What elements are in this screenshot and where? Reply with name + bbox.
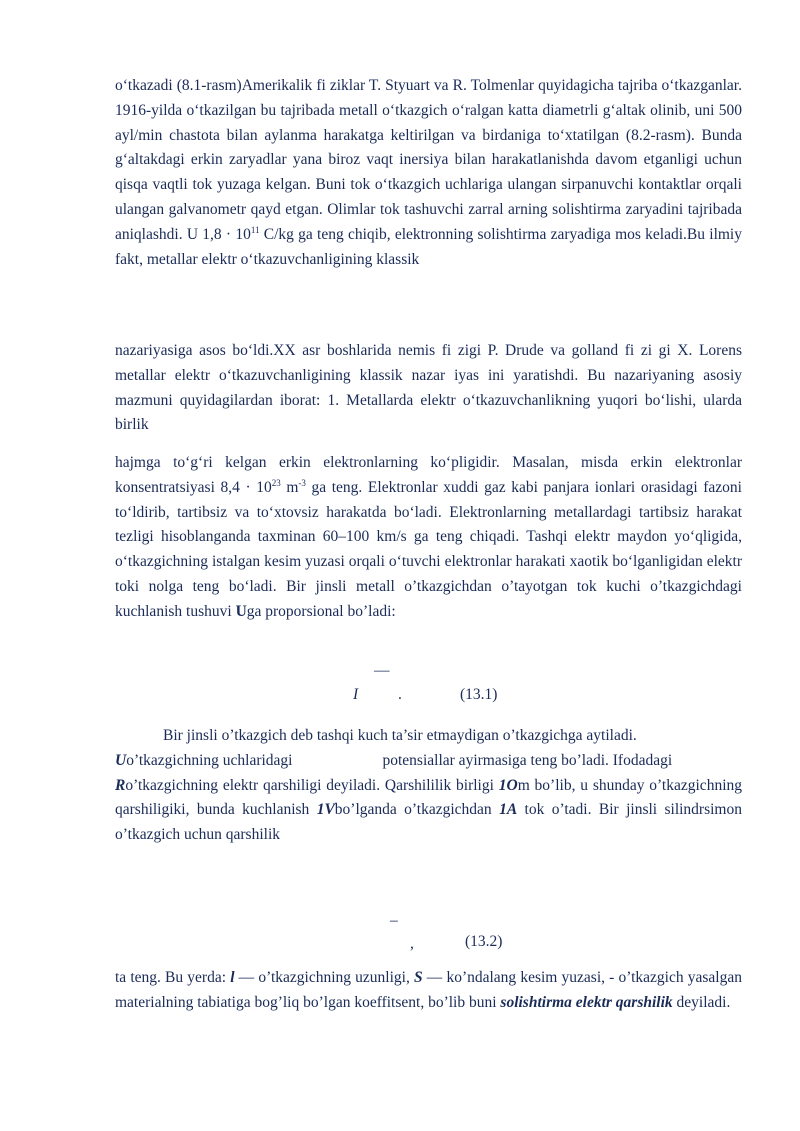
symbol-volt: 1V	[316, 801, 335, 819]
paragraph4-t2: potensiallar ayirmasiga teng bo’ladi. Ifodadagi	[382, 751, 673, 769]
paragraph5-t1: ta teng. Bu yerda:	[115, 969, 231, 986]
symbol-area: S	[414, 969, 423, 986]
symbol-ohm: 1O	[498, 776, 518, 794]
symbol-ampere: 1A	[499, 801, 518, 819]
paragraph3-text-a: hajmga to‘g‘ri kelgan erkin elektronlarning ko‘pligidir. Masalan, misda erkin elektronlar konsentratsiyasi 8,4 · 10	[115, 454, 742, 496]
symbol-u-italic: U	[115, 751, 127, 769]
symbol-u: U	[235, 602, 247, 620]
paragraph4-t6: tok o’tadi. Bir jinsli silindrsimon o’tkazgich uchun qarshilik	[115, 801, 742, 844]
paragraph-free-electrons	[115, 451, 742, 625]
formula2-number: (13.2)	[465, 933, 503, 950]
paragraph-resistivity	[115, 966, 742, 1016]
paragraph4-line1: Bir jinsli o’tkazgich deb tashqi kuch ta’sir etmaydigan o’tkazgichga aytiladi.	[163, 727, 637, 744]
term-resistivity: solishtirma elektr qarshilik	[500, 993, 673, 1011]
formula2-fraction-bar: –	[390, 912, 398, 929]
formula-fraction-bar: —	[374, 662, 390, 679]
paragraph4-t4: m bo’lib, u shunday o’tkazgichning qarshiligiki, bunda kuchlanish	[115, 776, 742, 819]
paragraph-drude-lorentz	[115, 339, 742, 438]
symbol-length: l	[230, 969, 235, 986]
paragraph3-text-d: ga proporsional bo’ladi:	[246, 602, 396, 620]
paragraph-resistance	[115, 724, 742, 848]
paragraph5-t3: — ko’ndalang kesim yuzasi, - o’tkazgich yasalgan materialning tabiatiga bog’liq bo’lgan koeffitsent, bo’lib buni	[115, 969, 742, 1011]
paragraph4-t1: o’tkazgichning uchlaridagi	[126, 751, 293, 769]
paragraph2-text: nazariyasiga asos bo‘ldi.XX asr boshlarida nemis fi zigi P. Drude va golland fi zi gi X. Lorens metallar elektr o‘tkazuvchanligining klassik nazar iyas ini yaratishdi. Bu nazariyaning asosiy mazmuni quyidagilardan iborat: 1. Metallarda elektr o‘tkazuvchanlikning yuqori bo‘lishi, ularda birlik	[115, 342, 742, 434]
paragraph3-text-c: ga teng. Elektronlar xuddi gaz kabi panjara ionlari orasidagi fazoni to‘ldirib, tartibsiz va to‘xtovsiz harakatda bo‘ladi. Elektronlarning metallardagi tartibsiz harakat tezligi hisoblanganda taxminan 60–100 km/s ga teng chiqadi. Tashqi elektr maydon yo‘qligida, o‘tkazgichning istalgan kesim yuzasi orqali o‘tuvchi elektronlar harakati xaotik bo‘lganligidan elektr toki nolga teng bo‘ladi. Bir jinsli metall o’tkazgichdan o’tayotgan tok kuchi o’tkazgichdagi kuchlanish tushuvi	[115, 478, 742, 620]
paragraph5-t2: — o’tkazgichning uzunligi,	[234, 969, 415, 986]
exponent-minus-3: -3	[298, 477, 306, 488]
formula-dot: .	[398, 686, 402, 703]
formula2-comma: ,	[410, 935, 414, 952]
exponent-11: 11	[250, 224, 260, 235]
paragraph4-t3: o’tkazgichning elektr qarshiligi deyiladi. Qarshililik birligi	[125, 776, 499, 794]
paragraph3-text-b: m	[280, 478, 299, 496]
formula-current-symbol: I	[353, 686, 359, 703]
paragraph5-t4: deyiladi.	[672, 993, 731, 1011]
exponent-23: 23	[271, 477, 281, 488]
paragraph-tolman-experiment	[115, 74, 742, 272]
paragraph4-t5: bo’lganda o’tkazgichdan	[334, 801, 500, 819]
formula-number: (13.1)	[460, 686, 498, 703]
symbol-r: R	[115, 776, 126, 794]
paragraph1-text-a: o‘tkazadi (8.1-rasm)Amerikalik fi ziklar T. Styuart va R. Tolmenlar quyidagicha tajriba o‘tkazganlar. 1916-yilda o‘tkazilgan bu tajribada metall o‘tkazgich o‘ralgan katta diametrli g‘altak olinib, uni 500 ayl/min chastota bilan aylanma harakatga keltirilgan va birdaniga to‘xtatilgan (8.2-rasm). Bunda g‘altakdagi erkin zaryadlar yana biroz vaqt inersiya bilan harakatlanishda davom etganligi uchun qisqa vaqtli tok yuzaga kelgan. Buni tok o‘tkazgich uchlariga ulangan sirpanuvchi kontaktlar orqali ulangan galvanometr qayd etgan. Olimlar tok tashuvchi zarral arning solishtirma zaryadini tajribada aniqlashdi. U 1,8 · 10	[115, 77, 742, 243]
paragraph1-text-b: C/kg ga teng chiqib, elektronning solishtirma zaryadiga mos keladi.Bu ilmiy fakt, metallar elektr o‘tkazuvchanligining klassik	[115, 225, 742, 268]
